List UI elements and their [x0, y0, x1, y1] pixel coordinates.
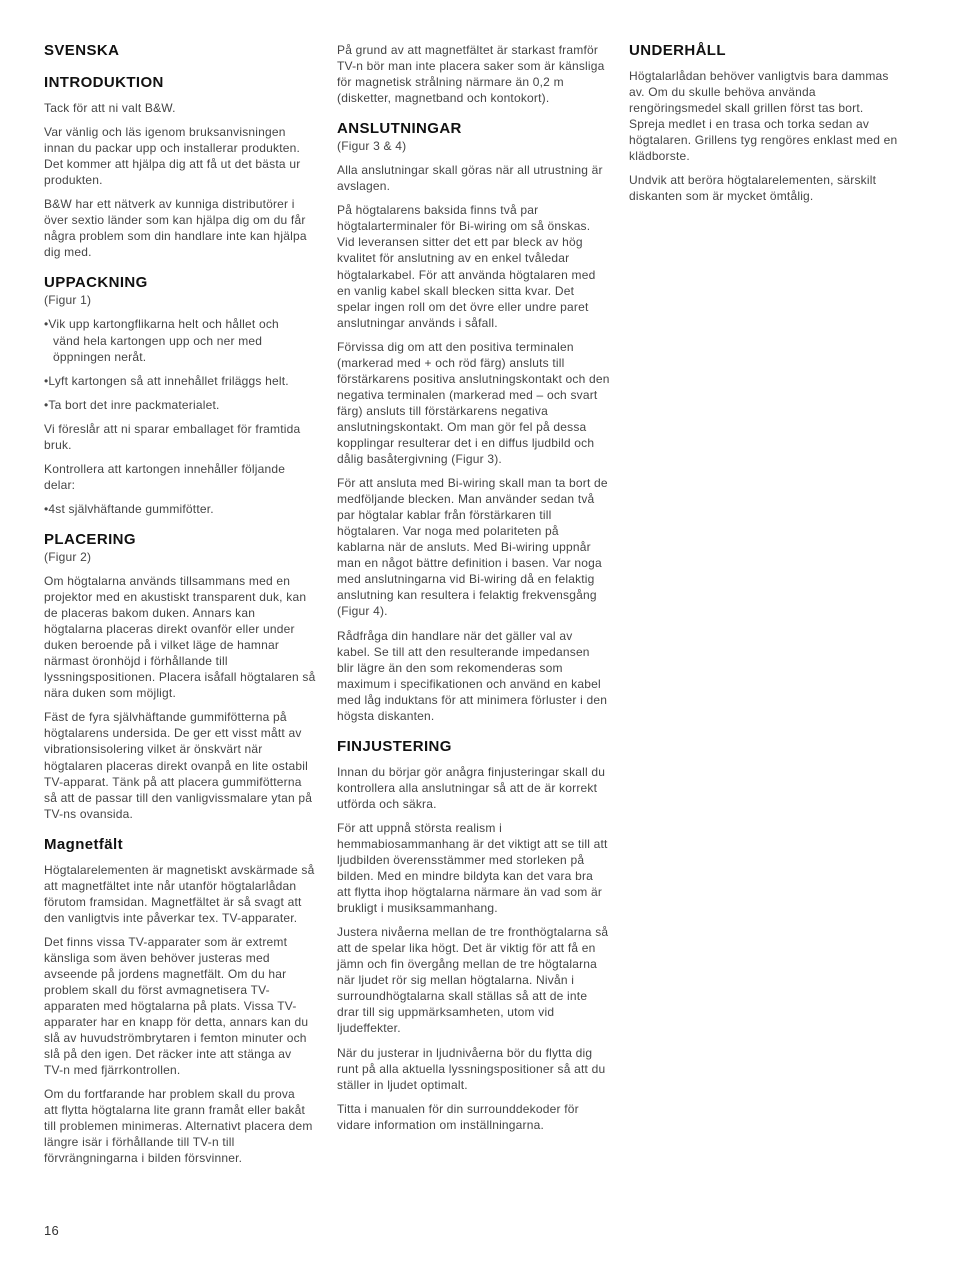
section-heading-introduktion: INTRODUKTION: [44, 74, 164, 91]
section-heading-finjustering: FINJUSTERING: [337, 737, 452, 755]
figure-reference-placering: (Figur 2): [44, 549, 92, 564]
finjustering-paragraph-2: För att uppnå största realism i hemmabiosammanhang är det viktigt att se till att ljudbilden överensstämmer med storleken på bilden. Med en mindre bildyta kan det vara bra att flytta ihop högtalarna närmare än vad som är brukligt i musiksammanhang.: [337, 820, 608, 916]
section-heading-uppackning: UPPACKNING: [44, 274, 148, 292]
uppackning-bullet-4: •4st självhäftande gummifötter.: [44, 501, 214, 516]
column-1: [44, 42, 332, 1175]
column-2: [337, 42, 625, 1141]
placering-paragraph-2: Fäst de fyra självhäftande gummifötterna på högtalarens undersida. De ger ett visst mått av vibrationsisolering vilket är önskvärt när högtalaren placeras direkt ovanpå en lite ostabil TV-apparat. Tänk på att placera gummifötterna så att de passar till den vanligvissmalare ytan på TV-ns ovansida.: [44, 710, 313, 821]
magnetfalt-paragraph-4: På grund av att magnetfältet är starkast framför TV-n bör man inte placera saker som är känsliga för magnetisk strålning närmare än 0,2 m (disketter, magnetband och kontokort).: [337, 43, 605, 106]
anslutningar-paragraph-1: Alla anslutningar skall göras när all utrustning är avslagen.: [337, 163, 603, 194]
introduktion-paragraph-1: Tack för att ni valt B&W.: [44, 101, 176, 115]
column-3: [629, 42, 917, 212]
uppackning-bullet-1: •Vik upp kartongflikarna helt och hållet och vänd hela kartongen upp och ner med öppningen neråt.: [44, 317, 279, 364]
uppackning-paragraph-2: Kontrollera att kartongen innehåller följande delar:: [44, 461, 286, 492]
underhall-paragraph-2: Undvik att beröra högtalarelementen, särskilt diskanten som är mycket ömtålig.: [629, 173, 877, 204]
uppackning-bullet-2: •Lyft kartongen så att innehållet friläggs helt.: [44, 373, 289, 388]
magnetfalt-paragraph-3: Om du fortfarande har problem skall du prova att flytta högtalarna lite grann framåt eller bakåt till problemen minimeras. Alternativt placera dem längre isär i förhållande till TV-n till förvrängningarna i bilden försvinner.: [44, 1087, 313, 1166]
page-number: 16: [44, 1223, 60, 1238]
introduktion-paragraph-2: Var vänlig och läs igenom bruksanvisningen innan du packar upp och installerar produkten. Det kommer att hjälpa dig att få ut det bästa ur produkten.: [44, 125, 301, 188]
figure-reference-anslutningar: (Figur 3 & 4): [337, 139, 407, 154]
language-heading: SVENSKA: [44, 42, 120, 59]
section-heading-magnetfalt: Magnetfält: [44, 835, 123, 853]
magnetfalt-paragraph-1: Högtalarelementen är magnetiskt avskärmade så att magnetfältet inte når utanför högtalarlådan förutom framsidan. Magnetfältet är så svagt att den vanligtvis inte påverkar tex. TV-apparater.: [44, 862, 315, 925]
anslutningar-paragraph-4: För att ansluta med Bi-wiring skall man ta bort de medföljande blecken. Man använder sedan två par högtalar kablar från förstärkaren till högtalaren. Var noga med polariteten på kablarna när de ansluts. Med Bi-wiring uppnår man en något bättre definition i basen. Var noga med anslutningarna vid Bi-wiring då en felaktig anslutning kan resultera i felaktig frekvensgång (Figur 4).: [337, 476, 608, 619]
anslutningar-paragraph-5: Rådfråga din handlare när det gäller val av kabel. Se till att den resulterande impedansen blir lägre än den som rekomenderas som maximum i specifikationen och använd en kabel med låg induktans för att minimera förluster i den högsta diskanten.: [337, 628, 608, 723]
finjustering-paragraph-5: Titta i manualen för din surrounddekoder för vidare information om inställningarna.: [337, 1101, 579, 1132]
finjustering-paragraph-3: Justera nivåerna mellan de tre fronthögtalarna så att de spelar lika högt. Det är viktig för att få en jämn och fin övergång mellan de tre högtalarna när ljudet rör sig mellan högtalarna. Nivån i surroundhögtalarna skall ställas så att de inte drar till sig uppmärksamheten, utom vid ljudeffekter.: [337, 925, 609, 1036]
anslutningar-paragraph-3: Förvissa dig om att den positiva terminalen (markerad med + och röd färg) ansluts till förstärkarens positiva anslutningskontakt och den negativa terminalen (markerad med – och svart färg) ansluts till förstärkarens negativa anslutningskontakt. Om man gör fel på dessa kopplingar resulterar det i en diffus ljudbild och dålig basåtergivning (Figur 3).: [337, 339, 610, 467]
magnetfalt-paragraph-2: Det finns vissa TV-apparater som är extremt känsliga som även behöver justeras med avseende på jordens magnetfält. Om du har problem skall du först avmagnetisera TV- apparaten med högtalarna på plats. Vissa TV- apparater har en knapp för detta, annars kan du slå av huvudströmbrytaren i femton minuter och slå på den igen. Det räcker inte att stänga av TV-n med fjärrkontrollen.: [44, 934, 309, 1078]
placering-paragraph-1: Om högtalarna används tillsammans med en projektor med en akustiskt transparent duk, kan de placeras bakom duken. Annars kan högtalarna placeras direkt ovanför eller under duken beroende på i vilket läge de hamnar närmast öronhöjd i förhållande till lyssningspositionen. Placera isåfall högtalaren så nära duken som möjligt.: [44, 573, 316, 701]
uppackning-bullet-3: •Ta bort det inre packmaterialet.: [44, 397, 220, 412]
section-heading-underhall: UNDERHÅLL: [629, 42, 726, 59]
section-heading-anslutningar: ANSLUTNINGAR: [337, 120, 462, 138]
introduktion-paragraph-3: B&W har ett nätverk av kunniga distributörer i över sextio länder som kan hjälpa dig om du får några problem som din handlare inte kan hjälpa dig med.: [44, 197, 307, 260]
underhall-paragraph-1: Högtalarlådan behöver vanligtvis bara dammas av. Om du skulle behöva använda rengöringsmedel skall grillen först tas bort. Spreja medlet i en trasa och torka sedan av högtalaren. Grillens tyg rengöres enklast med en klädborste.: [629, 69, 898, 164]
section-heading-placering: PLACERING: [44, 530, 136, 548]
figure-reference-uppackning: (Figur 1): [44, 293, 92, 308]
anslutningar-paragraph-2: På högtalarens baksida finns två par högtalarterminaler för Bi-wiring om så önskas. Vid leveransen sitter det ett par bleck av hög kvalitet för anslutning av en enkel tvåledar högtalarkabel. För att använda högtalaren med en vanlig kabel skall blecken sitta kvar. Det spelar ingen roll om det övre eller undre paret anslutningar används i såfall.: [337, 203, 596, 330]
uppackning-paragraph-1: Vi föreslår att ni sparar emballaget för framtida bruk.: [44, 421, 301, 452]
finjustering-paragraph-4: När du justerar in ljudnivåerna bör du flytta dig runt på alla aktuella lyssningspositioner så att du ställer in ljudet optimalt.: [337, 1045, 606, 1092]
finjustering-paragraph-1: Innan du börjar gör anågra finjusteringar skall du kontrollera alla anslutningar så att de är korrekt utförda och säkra.: [337, 764, 606, 811]
